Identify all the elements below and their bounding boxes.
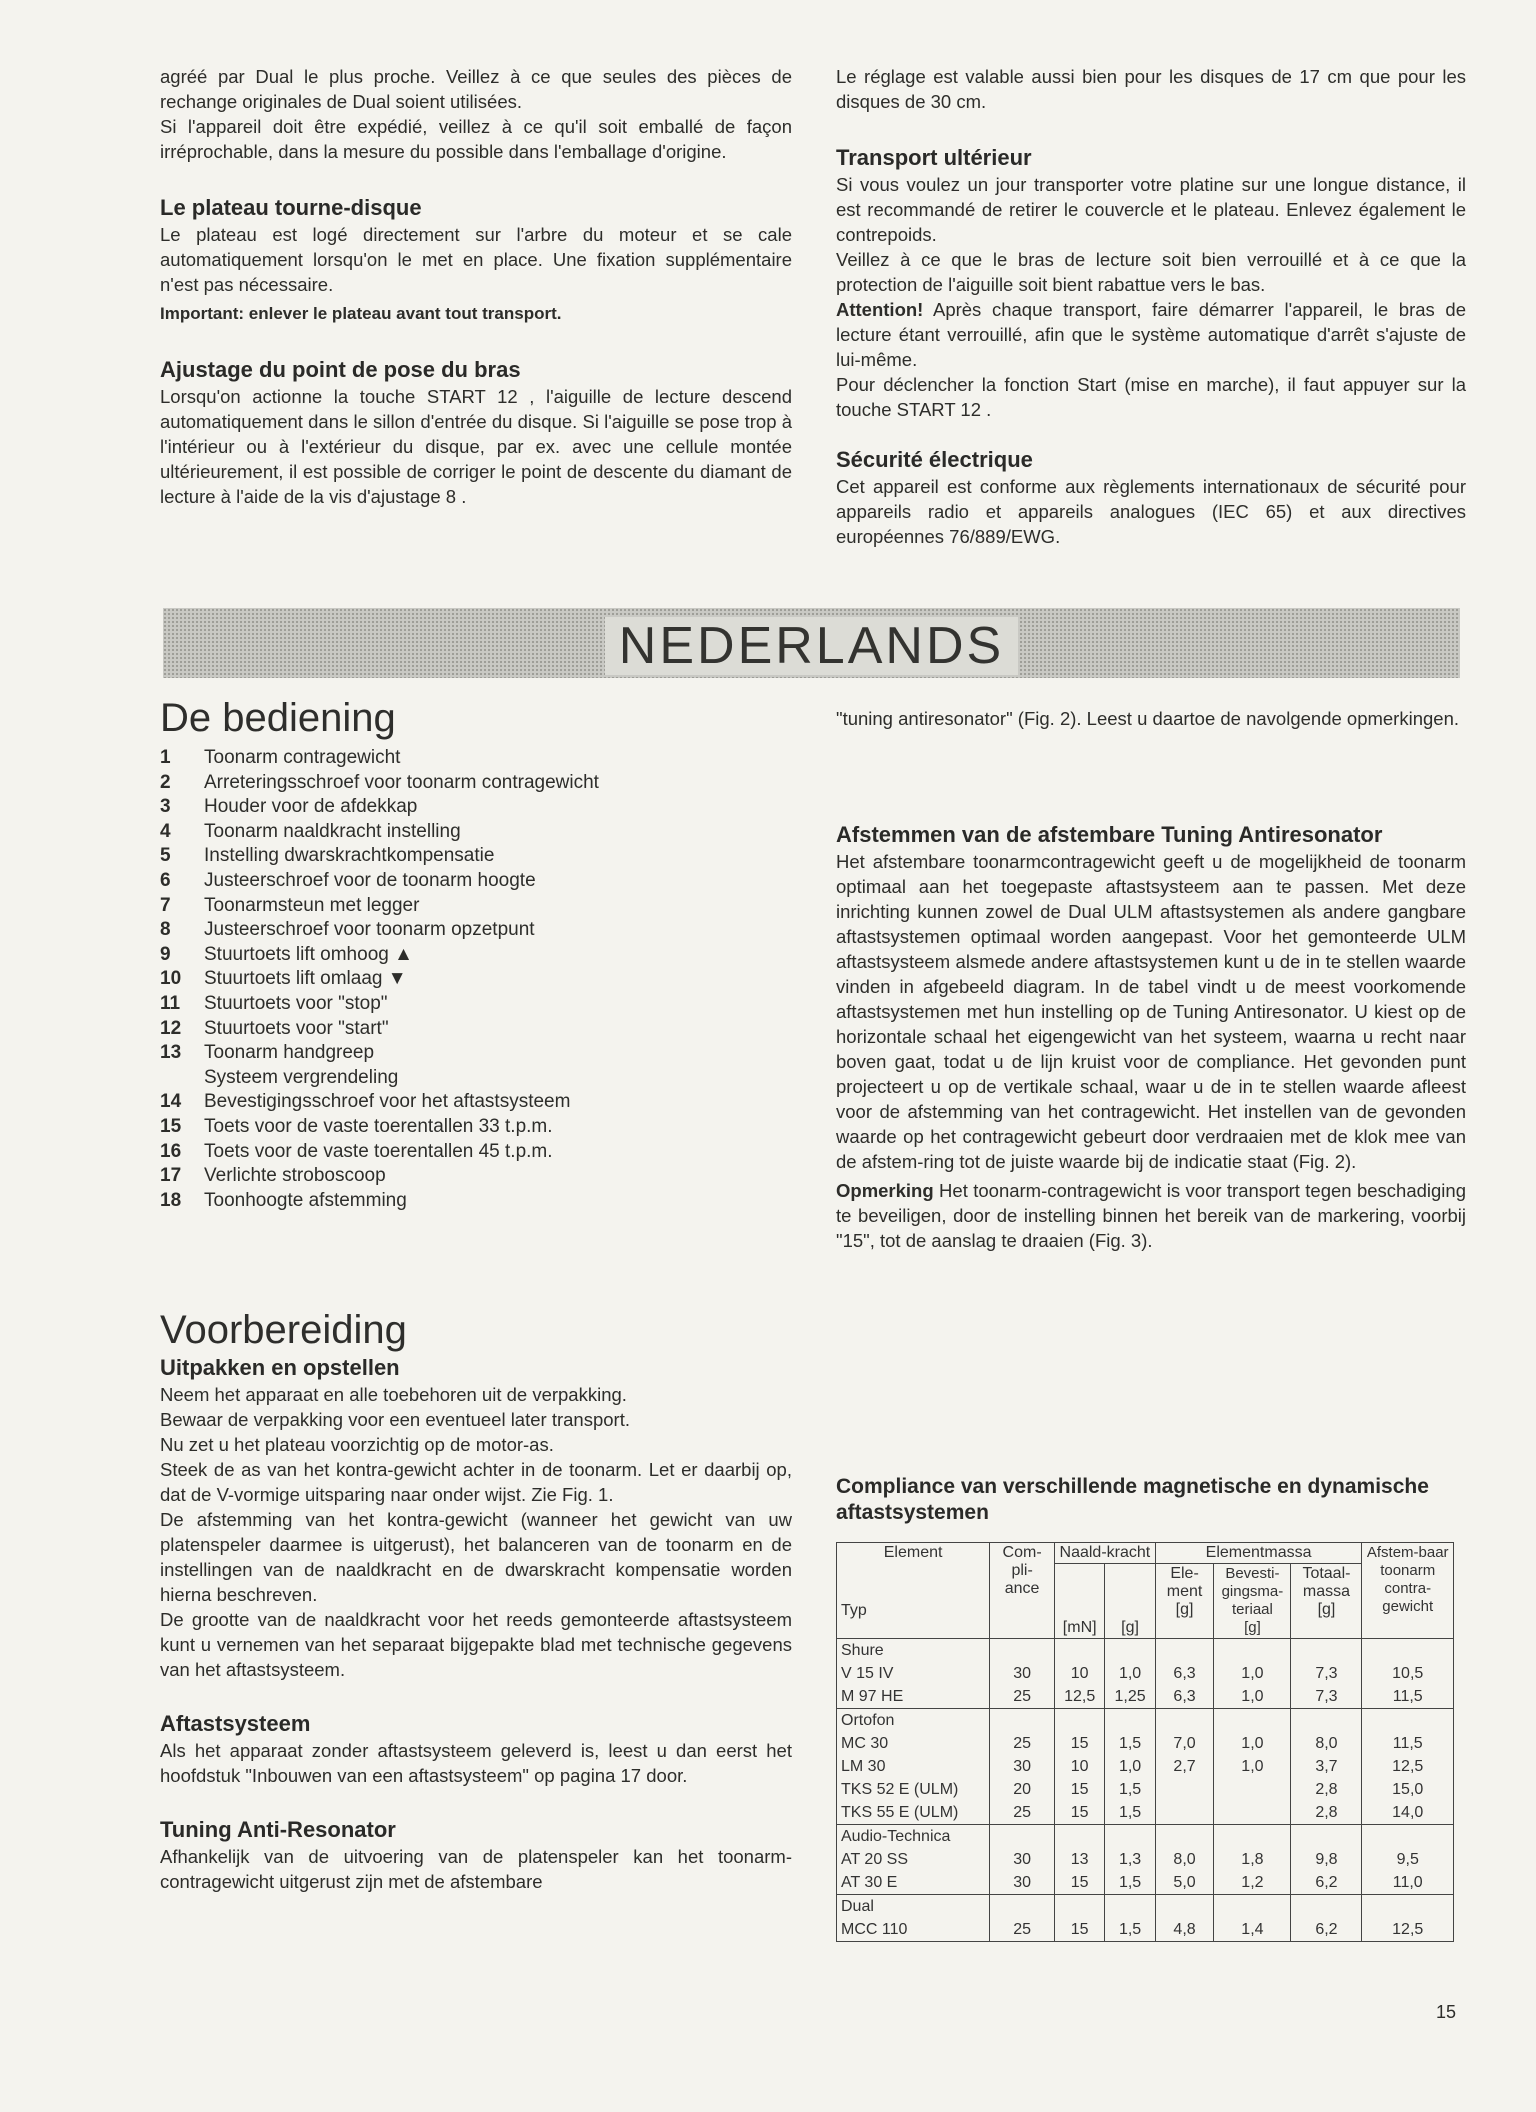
- table-cell-totaal: 3,7: [1291, 1755, 1362, 1778]
- part-number: 2: [160, 771, 171, 793]
- table-cell-compliance: 20: [990, 1778, 1055, 1801]
- paragraph: Steek de as van het kontra-gewicht achter in de toonarm. Let er daarbij op, dat de V-vormige uitsparing naar onder wijst. Zie Fig. 1.: [160, 1459, 792, 1505]
- table-cell-mN: 15: [1055, 1918, 1105, 1942]
- table-cell-totaal: 6,2: [1291, 1918, 1362, 1942]
- element-type: TKS 55 E (ULM): [837, 1801, 990, 1825]
- table-cell-mN: 10: [1055, 1755, 1105, 1778]
- part-label: Justeerschroef voor toonarm opzetpunt: [204, 919, 535, 941]
- part-number: 13: [160, 1042, 182, 1064]
- table-cell-totaal: 6,2: [1291, 1871, 1362, 1895]
- intro-paragraph: Si l'appareil doit être expédié, veillez à ce qu'il soit emballé de façon irréprochable, dans la mesure du possible dans l'emballage d'origine.: [160, 116, 792, 162]
- parts-list-item: [160, 1115, 792, 1140]
- part-label: Arreteringsschroef voor toonarm contragewicht: [204, 771, 599, 793]
- part-number: 1: [160, 747, 171, 768]
- parts-list-item: [160, 1066, 792, 1091]
- section-heading: Afstemmen van de afstembare Tuning Antiresonator: [836, 822, 1383, 847]
- part-label: Bevestigingsschroef voor het aftastsysteem: [204, 1091, 571, 1113]
- attention-label: Attention!: [836, 299, 924, 320]
- parts-list-item: [160, 967, 792, 992]
- parts-list: [160, 746, 792, 1213]
- part-label: Justeerschroef voor de toonarm hoogte: [204, 869, 536, 891]
- table-cell-totaal: 9,8: [1291, 1848, 1362, 1871]
- table-cell-afstem: 10,5: [1362, 1662, 1454, 1685]
- section-heading: Tuning Anti-Resonator: [160, 1817, 396, 1842]
- paragraph: Afhankelijk van de uitvoering van de platenspeler kan het toonarm-contragewicht uitgerust zijn met de afstembare: [160, 1846, 792, 1892]
- parts-list-item: [160, 894, 792, 919]
- table-brand-row: [837, 1825, 1454, 1849]
- attention-paragraph: [836, 297, 1466, 372]
- parts-list-item: [160, 746, 792, 771]
- part-label: Verlichte stroboscoop: [204, 1165, 386, 1187]
- paragraph: De afstemming van het kontra-gewicht (wanneer het gewicht van uw platenspeler daarmee is uitgerust), het balanceren van de toonarm en de instellingen van de naaldkracht en de dwarskracht kompensatie worden hierna beschreven.: [160, 1509, 792, 1605]
- part-label: Toonarmsteun met legger: [204, 894, 420, 916]
- parts-list-item: [160, 992, 792, 1017]
- table-cell-afstem: 11,5: [1362, 1732, 1454, 1755]
- table-cell-compliance: 25: [990, 1732, 1055, 1755]
- parts-list-item: [160, 844, 792, 869]
- table-cell-afstem: 12,5: [1362, 1918, 1454, 1942]
- table-cell-bevest: 1,0: [1214, 1732, 1291, 1755]
- table-cell-totaal: 7,3: [1291, 1662, 1362, 1685]
- uitpakken-text: [160, 1382, 792, 1682]
- parts-list-item: [160, 1041, 792, 1066]
- table-row: [837, 1778, 1454, 1801]
- parts-list-item: [160, 918, 792, 943]
- part-number: 5: [160, 845, 171, 867]
- paragraph: Nu zet u het plateau voorzichtig op de motor-as.: [160, 1434, 554, 1455]
- section-heading: Aftastsysteem: [160, 1711, 311, 1736]
- part-label: Toonarm contragewicht: [204, 747, 401, 768]
- table-cell-g: 1,5: [1105, 1732, 1155, 1755]
- table-brand-row: [837, 1639, 1454, 1663]
- brand-name: Shure: [837, 1639, 990, 1663]
- table-cell-g: 1,5: [1105, 1778, 1155, 1801]
- dutch-right-column: [836, 706, 1466, 1253]
- table-cell-mN: 13: [1055, 1848, 1105, 1871]
- dutch-left-column: [160, 694, 792, 1213]
- element-type: MCC 110: [837, 1918, 990, 1942]
- paragraph: Le plateau est logé directement sur l'arbre du moteur et se cale automatiquement lorsqu'on le met en place. Une fixation supplémentaire n'est pas nécessaire.: [160, 224, 792, 295]
- table-cell-element: 6,3: [1155, 1662, 1214, 1685]
- table-cell-compliance: 25: [990, 1918, 1055, 1942]
- paragraph: Pour déclencher la fonction Start (mise en marche), il faut appuyer sur la touche START 12 .: [836, 374, 1466, 420]
- paragraph: Veillez à ce que le bras de lecture soit bien verrouillé et à ce que la protection de l'aiguille soit bient rabattue vers le bas.: [836, 249, 1466, 295]
- french-right-column: [836, 64, 1466, 549]
- col-header-totaalmassa: Totaal-massa [g]: [1291, 1564, 1362, 1639]
- part-label: Stuurtoets lift omlaag ▼: [204, 968, 407, 990]
- parts-list-item: [160, 1090, 792, 1115]
- brand-name: Ortofon: [837, 1709, 990, 1733]
- part-label: Stuurtoets voor "stop": [204, 992, 388, 1014]
- table-cell-compliance: 30: [990, 1848, 1055, 1871]
- part-label: Stuurtoets lift omhoog ▲: [204, 943, 413, 965]
- section-heading: Sécurité électrique: [836, 447, 1033, 472]
- paragraph: Als het apparaat zonder aftastsysteem geleverd is, leest u dan eerst het hoofdstuk "Inbouwen van een aftastsysteem" op pagina 17 door.: [160, 1740, 792, 1786]
- parts-list-item: [160, 795, 792, 820]
- part-number: [160, 1066, 204, 1091]
- element-type: AT 20 SS: [837, 1848, 990, 1871]
- table-cell-bevest: 1,4: [1214, 1918, 1291, 1942]
- table-cell-compliance: 30: [990, 1871, 1055, 1895]
- table-cell-bevest: 1,2: [1214, 1871, 1291, 1895]
- table-cell-element: 8,0: [1155, 1848, 1214, 1871]
- opmerking-paragraph: [836, 1178, 1466, 1253]
- table-cell-mN: 15: [1055, 1732, 1105, 1755]
- part-label: Toets voor de vaste toerentallen 33 t.p.m.: [204, 1115, 553, 1137]
- table-cell-g: 1,0: [1105, 1662, 1155, 1685]
- table-cell-afstem: 14,0: [1362, 1801, 1454, 1825]
- part-label: Toets voor de vaste toerentallen 45 t.p.m.: [204, 1140, 553, 1162]
- table-cell-totaal: 2,8: [1291, 1778, 1362, 1801]
- table-cell-element: [1155, 1801, 1214, 1825]
- part-number: 3: [160, 796, 171, 818]
- parts-list-item: [160, 1017, 792, 1042]
- section-heading: Transport ultérieur: [836, 145, 1032, 170]
- element-type: AT 30 E: [837, 1871, 990, 1895]
- paragraph: Bewaar de verpakking voor een eventueel later transport.: [160, 1409, 630, 1430]
- table-cell-bevest: [1214, 1778, 1291, 1801]
- table-cell-bevest: 1,0: [1214, 1755, 1291, 1778]
- opmerking-label: Opmerking: [836, 1180, 934, 1201]
- element-type: M 97 HE: [837, 1685, 990, 1709]
- compliance-table: [836, 1542, 1454, 1942]
- table-cell-g: 1,0: [1105, 1755, 1155, 1778]
- brand-name: Audio-Technica: [837, 1825, 990, 1849]
- col-header-elementmassa: Elementmassa: [1155, 1543, 1362, 1564]
- table-row: [837, 1848, 1454, 1871]
- col-header-naaldkracht: Naald-kracht: [1055, 1543, 1156, 1564]
- part-number: 15: [160, 1115, 182, 1137]
- part-number: 17: [160, 1165, 182, 1187]
- paragraph: Neem het apparaat en alle toebehoren uit de verpakking.: [160, 1384, 627, 1405]
- paragraph: Le réglage est valable aussi bien pour les disques de 17 cm que pour les disques de 30 cm.: [836, 66, 1466, 112]
- table-cell-g: 1,25: [1105, 1685, 1155, 1709]
- table-cell-compliance: 30: [990, 1662, 1055, 1685]
- table-cell-totaal: 2,8: [1291, 1801, 1362, 1825]
- page-number: 15: [1436, 2002, 1457, 2022]
- table-cell-compliance: 25: [990, 1801, 1055, 1825]
- table-cell-compliance: 25: [990, 1685, 1055, 1709]
- part-label: Toonarm handgreep: [204, 1042, 375, 1064]
- part-number: 8: [160, 919, 171, 941]
- table-cell-mN: 10: [1055, 1662, 1105, 1685]
- table-row: [837, 1662, 1454, 1685]
- table-cell-element: 7,0: [1155, 1732, 1214, 1755]
- brand-name: Dual: [837, 1895, 990, 1919]
- col-header-afstembaar: Afstem-baar toonarm contra-gewicht: [1362, 1543, 1454, 1639]
- element-type: LM 30: [837, 1755, 990, 1778]
- part-label: Instelling dwarskrachtkompensatie: [204, 845, 495, 867]
- part-number: 9: [160, 943, 171, 965]
- table-cell-mN: 15: [1055, 1871, 1105, 1895]
- table-cell-mN: 15: [1055, 1778, 1105, 1801]
- col-header-mn: [mN]: [1055, 1564, 1105, 1639]
- table-row: [837, 1755, 1454, 1778]
- table-heading: Compliance van verschillende magnetische en dynamische aftastsystemen: [836, 1475, 1429, 1524]
- table-cell-mN: 15: [1055, 1801, 1105, 1825]
- part-number: 4: [160, 820, 171, 842]
- element-type: TKS 52 E (ULM): [837, 1778, 990, 1801]
- table-cell-g: 1,5: [1105, 1918, 1155, 1942]
- table-cell-g: 1,3: [1105, 1848, 1155, 1871]
- compliance-section: [836, 1474, 1466, 1942]
- french-left-column: [160, 64, 792, 509]
- paragraph: De grootte van de naaldkracht voor het reeds gemonteerde aftastsysteem kunt u vernemen van het separaat bijgepakte blad met technische gegevens van het aftastsysteem.: [160, 1609, 792, 1680]
- part-label: Toonarm naaldkracht instelling: [204, 820, 461, 842]
- part-label: Houder voor de afdekkap: [204, 796, 418, 818]
- table-cell-element: 2,7: [1155, 1755, 1214, 1778]
- table-row: [837, 1918, 1454, 1942]
- attention-text: Après chaque transport, faire démarrer l'appareil, le bras de lecture étant verrouillé, afin que le système automatique d'arrêt s'ajuste de lui-même.: [836, 299, 1466, 370]
- col-header-g: [g]: [1105, 1564, 1155, 1639]
- col-header-element: Element Typ: [837, 1543, 990, 1639]
- table-row: [837, 1801, 1454, 1825]
- table-cell-afstem: 12,5: [1362, 1755, 1454, 1778]
- table-cell-afstem: 15,0: [1362, 1778, 1454, 1801]
- table-cell-g: 1,5: [1105, 1801, 1155, 1825]
- table-row: [837, 1871, 1454, 1895]
- col-header-ele-ment: Ele-ment [g]: [1155, 1564, 1214, 1639]
- table-row: [837, 1685, 1454, 1709]
- voorbereiding-column: [160, 1306, 792, 1894]
- part-number: 6: [160, 869, 171, 891]
- part-label: Systeem vergrendeling: [204, 1066, 399, 1088]
- part-number: 11: [160, 992, 181, 1014]
- table-cell-afstem: 11,5: [1362, 1685, 1454, 1709]
- parts-list-item: [160, 820, 792, 845]
- part-number: 12: [160, 1017, 182, 1039]
- part-label: Toonhoogte afstemming: [204, 1189, 407, 1211]
- table-cell-compliance: 30: [990, 1755, 1055, 1778]
- voorbereiding-heading: Voorbereiding: [160, 1308, 407, 1352]
- parts-list-item: [160, 1140, 792, 1165]
- table-cell-element: 4,8: [1155, 1918, 1214, 1942]
- important-note: Important: enlever le plateau avant tout transport.: [160, 304, 562, 323]
- paragraph: Si vous voulez un jour transporter votre platine sur une longue distance, il est recommandé de retirer le couvercle et le plateau. Enlevez également le contrepoids.: [836, 174, 1466, 245]
- table-cell-bevest: 1,0: [1214, 1662, 1291, 1685]
- section-heading: Uitpakken en opstellen: [160, 1355, 400, 1380]
- bediening-heading: De bediening: [160, 696, 396, 740]
- part-number: 10: [160, 968, 182, 990]
- paragraph: Het afstembare toonarmcontragewicht geeft u de mogelijkheid de toonarm optimaal aan het toegepaste aftastsysteem aan te passen. Met deze inrichting kunnen zowel de Dual ULM aftastsystemen als andere gangbare aftastsystemen optimaal worden aangepast. Voor het gemonteerde ULM aftastsysteem alsmede andere aftastsystemen kunt u de in te stellen waarde vinden in afgebeeld diagram. In de tabel vindt u de meest voorkomende aftastsystemen met hun instelling op de Tuning Antiresonator. U kiest op de horizontale schaal het eigengewicht van het systeem, waarna u recht naar boven gaat, todat u de lijn kruist voor de compliance. Het gevonden punt projecteert u op de vertikale schaal, waar u de in te stellen waarde afleest voor de afstemming van het contragewicht. Het instellen van de gevonden waarde op het contragewicht gebeurt door verdraaien met de klok mee van de afstem-ring tot de juiste waarde bij de indicatie staat (Fig. 2).: [836, 851, 1466, 1172]
- table-brand-row: [837, 1895, 1454, 1919]
- paragraph: Cet appareil est conforme aux règlements internationaux de sécurité pour appareils radio et appareils analogues (IEC 65) et aux directives européennes 76/889/EWG.: [836, 476, 1466, 547]
- table-row: [837, 1732, 1454, 1755]
- paragraph: "tuning antiresonator" (Fig. 2). Leest u daartoe de navolgende opmerkingen.: [836, 708, 1460, 729]
- parts-list-item: [160, 943, 792, 968]
- table-cell-bevest: 1,0: [1214, 1685, 1291, 1709]
- banner-title: NEDERLANDS: [605, 617, 1018, 675]
- language-banner: [163, 608, 1460, 678]
- table-cell-mN: 12,5: [1055, 1685, 1105, 1709]
- part-number: 14: [160, 1091, 182, 1113]
- col-header-compliance: Com-pli-ance: [990, 1543, 1055, 1639]
- parts-list-item: [160, 1189, 792, 1214]
- table-cell-element: [1155, 1778, 1214, 1801]
- section-heading: Le plateau tourne-disque: [160, 195, 422, 220]
- part-number: 7: [160, 894, 171, 916]
- table-cell-element: 5,0: [1155, 1871, 1214, 1895]
- table-brand-row: [837, 1709, 1454, 1733]
- opmerking-text: Het toonarm-contragewicht is voor transport tegen beschadiging te beveiligen, door de instelling binnen het bereik van de markering, voorbij "15", tot de aanslag te draaien (Fig. 3).: [836, 1180, 1466, 1251]
- part-label: Stuurtoets voor "start": [204, 1017, 389, 1039]
- paragraph: Lorsqu'on actionne la touche START 12 , l'aiguille de lecture descend automatiquement dans le sillon d'entrée du disque. Si l'aiguille se pose trop à l'intérieur ou à l'extérieur du disque, par ex. avec une cellule montée ultérieurement, il est possible de corriger le point de descente du diamant de lecture à l'aide de la vis d'ajustage 8 .: [160, 386, 792, 507]
- section-heading: Ajustage du point de pose du bras: [160, 357, 521, 382]
- table-cell-g: 1,5: [1105, 1871, 1155, 1895]
- table-cell-bevest: [1214, 1801, 1291, 1825]
- element-type: MC 30: [837, 1732, 990, 1755]
- element-type: V 15 IV: [837, 1662, 990, 1685]
- parts-list-item: [160, 869, 792, 894]
- parts-list-item: [160, 771, 792, 796]
- parts-list-item: [160, 1164, 792, 1189]
- col-header-bevestigingsmateriaal: Bevesti-gingsma-teriaal [g]: [1214, 1564, 1291, 1639]
- intro-paragraph: agréé par Dual le plus proche. Veillez à ce que seules des pièces de rechange originales de Dual soient utilisées.: [160, 66, 792, 112]
- part-number: 18: [160, 1189, 182, 1211]
- table-cell-totaal: 7,3: [1291, 1685, 1362, 1709]
- table-cell-afstem: 9,5: [1362, 1848, 1454, 1871]
- table-cell-element: 6,3: [1155, 1685, 1214, 1709]
- part-number: 16: [160, 1140, 182, 1162]
- table-cell-afstem: 11,0: [1362, 1871, 1454, 1895]
- table-cell-totaal: 8,0: [1291, 1732, 1362, 1755]
- table-cell-bevest: 1,8: [1214, 1848, 1291, 1871]
